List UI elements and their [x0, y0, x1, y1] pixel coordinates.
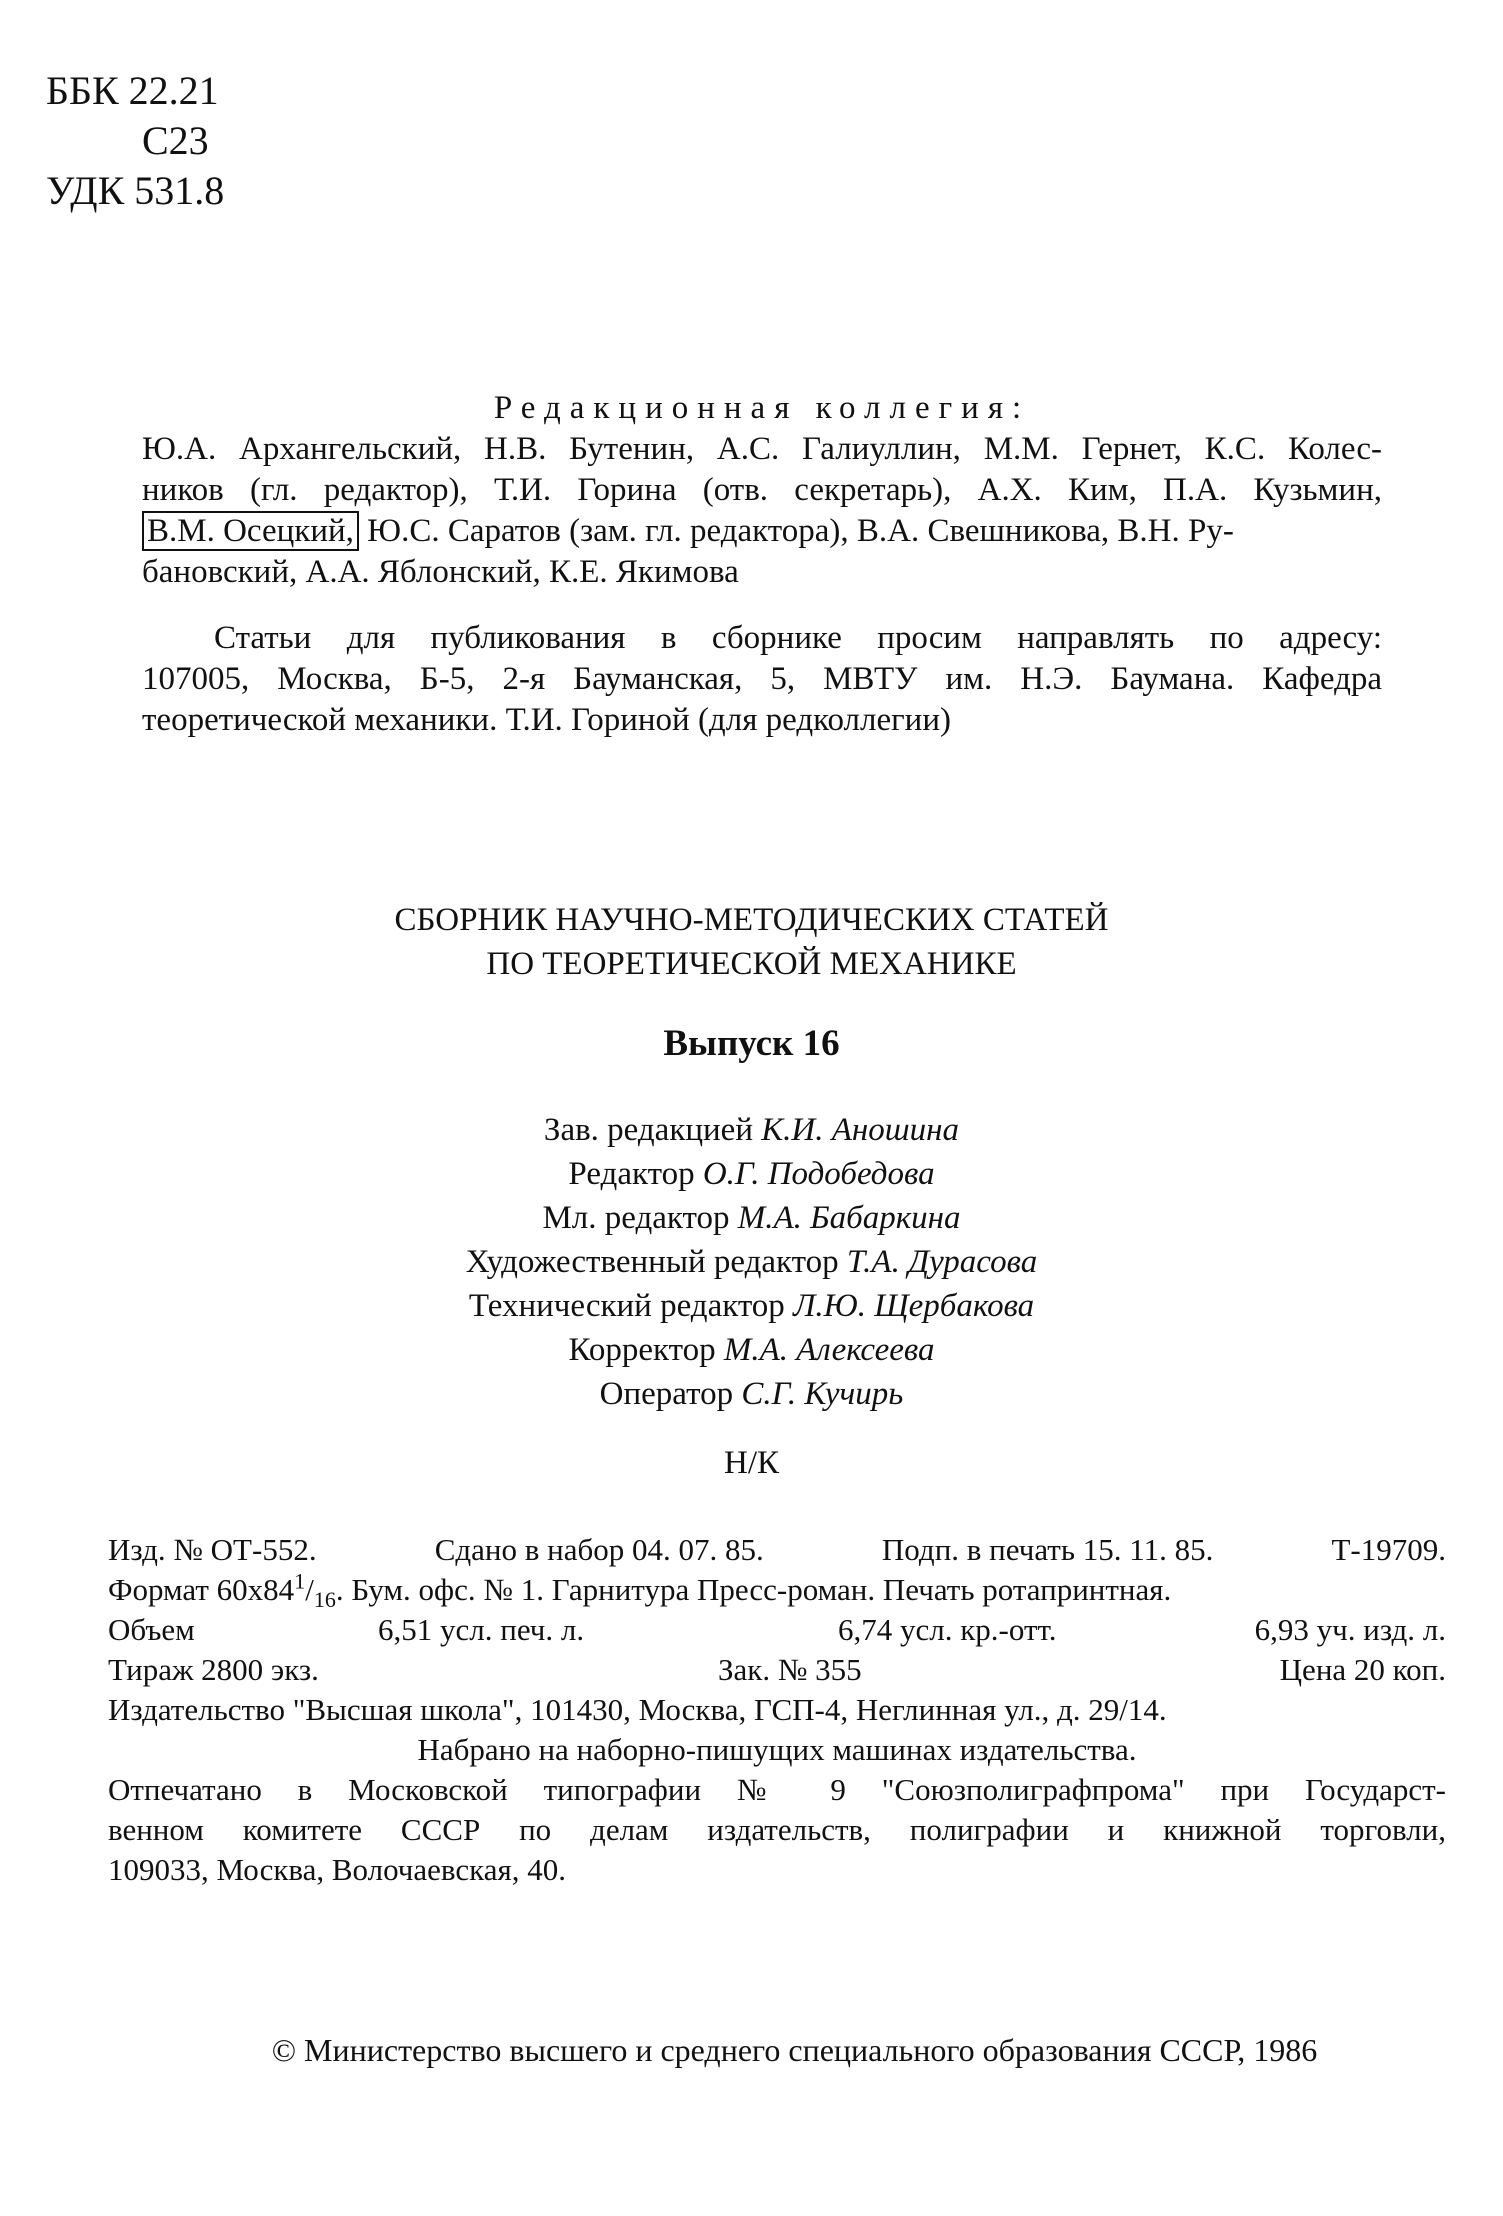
author-mark: С23: [142, 118, 209, 163]
imprint-row: венном комитете СССР по делам издательств, полиграфии и книжной торговли,: [108, 1812, 1446, 1847]
submission-address: [142, 618, 1382, 741]
udk-code: УДК 531.8: [46, 168, 225, 213]
issue-number: Выпуск 16: [663, 1023, 840, 1064]
imprint-row: Отпечатано в Московской типографии № 9 "Союзполиграфпрома" при Государст-: [108, 1772, 1446, 1807]
book-title: [0, 898, 1503, 986]
editorial-board-line: ников (гл. редактор), Т.И. Горина (отв. секретарь), А.Х. Ким, П.А. Кузьмин,: [142, 472, 1382, 508]
staff-line: Художественный редактор Т.А. Дурасова: [465, 1244, 1038, 1280]
imprint-row: Издательство "Высшая школа", 101430, Москва, ГСП-4, Неглинная ул., д. 29/14.: [108, 1692, 1167, 1727]
copyright: © Министерство высшего и среднего специального образования СССР, 1986: [271, 2032, 1318, 2068]
address-line: 107005, Москва, Б-5, 2-я Бауманская, 5, МВТУ им. Н.Э. Баумана. Кафедра: [142, 661, 1382, 697]
staff-line: Оператор С.Г. Кучирь: [599, 1376, 904, 1412]
book-title-line: ПО ТЕОРЕТИЧЕСКОЙ МЕХАНИКЕ: [486, 946, 1017, 982]
imprint-row: Формат $60x84^1/_{16}$. Бум. офс. № 1. Гарнитура Пресс-роман. Печать ротапринтная.: [108, 1568, 1172, 1613]
imprint-row: 109033, Москва, Волочаевская, 40.: [108, 1852, 566, 1887]
editorial-board-line: Ю.А. Архангельский, Н.В. Бутенин, А.С. Галиуллин, М.М. Гернет, К.С. Колес-: [142, 431, 1382, 467]
address-line: теоретической механики. Т.И. Гориной (для редколлегии): [142, 702, 951, 738]
bbk-code: ББК 22.21: [46, 68, 219, 113]
boxed-name: В.М. Осецкий,: [142, 511, 359, 551]
staff-line: Редактор О.Г. Подобедова: [568, 1156, 935, 1192]
staff-line: Мл. редактор М.А. Бабаркина: [542, 1200, 961, 1236]
imprint-row: Набрано на наборно-пишущих машинах издательства.: [417, 1732, 1137, 1767]
editorial-board-line-rest: Ю.С. Саратов (зам. гл. редактора), В.А. Свешникова, В.Н. Ру-: [367, 513, 1234, 549]
editorial-board-title: Редакционная коллегия:: [493, 390, 1031, 426]
nk-mark: Н/К: [723, 1445, 779, 1481]
editorial-board: [142, 388, 1382, 593]
address-line: Статьи для публикования в сборнике просим направлять по адресу:: [214, 620, 1382, 656]
editorial-board-line: [142, 511, 1382, 552]
imprint-row: Тираж 2800 экз. Зак. № 355 Цена 20 коп.: [108, 1652, 1446, 1687]
editorial-board-line: бановский, А.А. Яблонский, К.Е. Якимова: [142, 554, 739, 590]
imprint-row: Объем 6,51 усл. печ. л. 6,74 усл. кр.-отт. 6,93 уч. изд. л.: [108, 1612, 1446, 1647]
staff-line: Зав. редакцией К.И. Аношина: [543, 1112, 960, 1148]
imprint-row: Изд. № ОТ-552. Сдано в набор 04. 07. 85. Подп. в печать 15. 11. 85. Т-19709.: [108, 1532, 1446, 1567]
staff-line: Технический редактор Л.Ю. Щербакова: [468, 1288, 1035, 1324]
staff-line: Корректор М.А. Алексеева: [568, 1332, 935, 1368]
imprint: [108, 1530, 1446, 1890]
book-title-line: СБОРНИК НАУЧНО-МЕТОДИЧЕСКИХ СТАТЕЙ: [394, 902, 1109, 938]
staff-list: [0, 1108, 1503, 1416]
